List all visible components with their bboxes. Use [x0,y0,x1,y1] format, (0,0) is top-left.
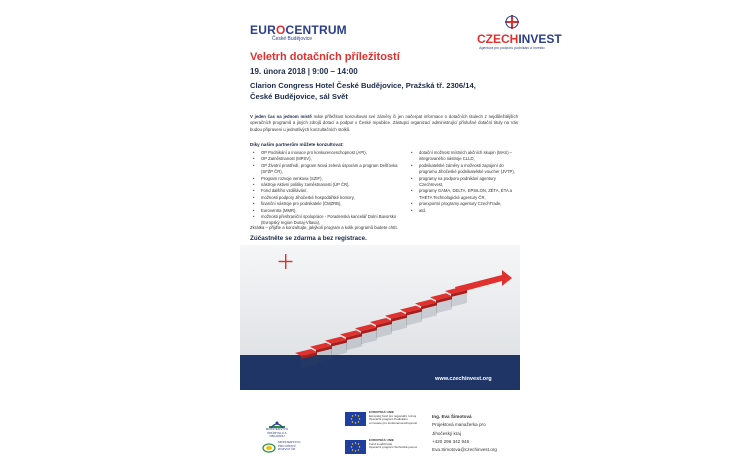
consult-heading: Díky našim partnerům můžete konzultovat: [250,142,344,147]
eurocentrum-logo: EUROCENTRUM České Budějovice [250,23,347,42]
czechinvest-cross-icon [504,14,520,30]
list-item: • programy GAMA, DELTA, EPSILON, ZÉTA, ÉTA a THÉTA Technologické agentury ČR, [410,188,520,201]
event-venue: Clarion Congress Hotel České Budějovice, Pražská tř. 2306/14, České Budějovice, sál Svět [250,81,476,101]
list-item: • možnosti přeshraniční spolupráce - Poradenská kancelář Dolní Bavorsko (Evropský region Dunaj-Vltava), [252,214,402,227]
program-list-right [410,150,520,214]
mmr-icon [262,443,276,453]
list-item: • OP Zaměstnanost (MPSV), [252,156,402,162]
list-item: • Fond dalšího vzdělávání, [252,188,402,194]
arrow-icon [455,270,512,293]
list-item: • možnosti podpory Jihočeské hospodářské komory, [252,195,402,201]
website-url: www.czechinvest.org [435,376,492,382]
list-item: • atd. [410,208,520,214]
event-date: 19. února 2018 | 9:00 – 14:00 [250,67,358,76]
ministry-lion-icon [269,416,285,428]
list-item: • finanční nástroje pro podnikatele (ČMZRB), [252,201,402,207]
contact-role: Projektová manažerka pro [432,422,486,428]
eu-flag-icon [345,412,366,426]
list-item: • OP Podnikání a inovace pro konkurenceschopnost (API), [252,150,402,156]
call-to-action: Zúčastněte se zdarma a bez registrace. [250,235,367,242]
eu-flag-icon [345,440,366,454]
intro-paragraph: V jeden čas na jednom místě máte příležitost konzultovat své záměry či jen načerpat informace o dotačních titulech z nejdůležitějších operačních programů a jiných zdrojů dotací a podpor v České republice. Zástupci organizací administrující příslušné dotační tituly na Vás budou připraveni u jednotlivých konzultačních stolků. [250,114,518,132]
list-item: • nástroje Aktivní politiky zaměstnanosti (ÚP ČR), [252,182,402,188]
contact-block [432,413,497,454]
mmr-logo: MINISTERSTVO PRO MÍSTNÍ ROZVOJ ČR [262,441,296,452]
list-item: • Euroventra (MMR), [252,208,402,214]
czechinvest-tagline: Agentura pro podporu podnikání a investic [479,46,545,50]
plus-icon [279,254,293,269]
program-list-left [252,150,402,227]
footnote: Zkrátka – přijďte a konzultujte, jakýkoli program a kolik programů budete chtít. [250,225,398,230]
eurocentrum-subtitle: České Budějovice [272,36,313,42]
contact-region: Jihočeský kraj [432,430,461,436]
contact-phone: +420 296 342 946 [432,438,470,444]
list-item: • podnikatelské záměry a možnosti zapojení do programu Jihočeské podnikatelské voucher (JVTP), [410,163,520,176]
list-item: • dotační možnost místních akčních skupin (MAS) – integrovaného nástroje CLLD, [410,150,520,163]
contact-name: Ing. Eva Šimotová [432,414,472,419]
list-item: • Program rozvoje venkova (SZIF), [252,176,402,182]
czechinvest-logo: CZECHINVEST Agentura pro podporu podnikání a investic [477,14,547,50]
ministry-industry-logo: MINISTERSTVO PRŮMYSLU A OBCHODU [262,416,292,439]
list-item: • OP Životní prostředí, program Nová zelená úsporám a program Dešťovka (SFŽP ČR), [252,163,402,176]
event-title: Veletrh dotačních příležitostí [250,51,400,63]
list-item: • programy na podporu podnikání agentury CzechInvest, [410,176,520,189]
list-item: • proexportní programy agentury CzechTrade, [410,201,520,207]
red-stairs-graphic [240,245,520,390]
contact-email[interactable]: Eva.Simotova@czechinvest.org [432,447,497,453]
